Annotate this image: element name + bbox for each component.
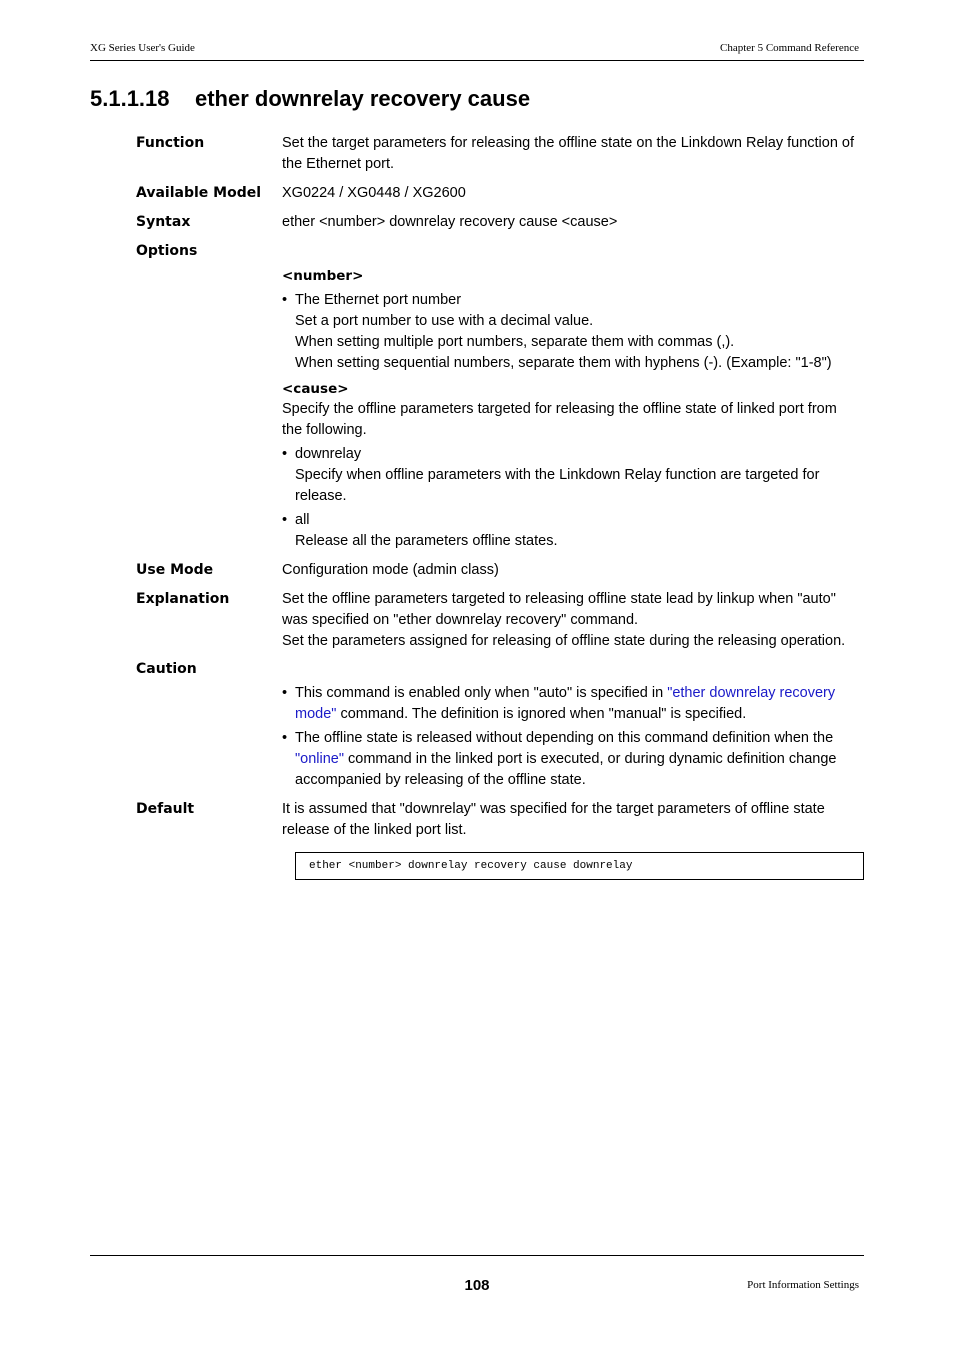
bullet-icon: • (282, 292, 288, 308)
option-number-heading: <number> (282, 268, 364, 284)
bullet-icon: • (282, 685, 288, 701)
running-header-right: Chapter 5 Command Reference (720, 42, 859, 54)
explanation-label: Explanation (136, 591, 230, 607)
header-rule (90, 60, 864, 61)
function-label: Function (136, 135, 205, 151)
default-code: ether <number> downrelay recovery cause downrelay (309, 860, 633, 872)
use-mode-text: Configuration mode (admin class) (282, 562, 499, 578)
default-label: Default (136, 801, 195, 817)
option-cause-all: • all Release all the parameters offline states. (282, 512, 558, 549)
section-title-text: ether downrelay recovery cause (195, 86, 531, 111)
option-cause-heading: <cause> (282, 381, 349, 397)
caution-item-online: • The offline state is released without depending on this command definition when the "online" command in the linked port is executed, or during dynamic definition change accompanied by releasing of the offline state. (282, 730, 837, 788)
model-text: XG0224 / XG0448 / XG2600 (282, 185, 466, 201)
option-cause-downrelay: • downrelay Specify when offline parameters with the Linkdown Relay function are targeted for release. (282, 446, 820, 504)
running-footer-right: Port Information Settings (747, 1279, 859, 1291)
bullet-icon: • (282, 512, 288, 528)
caution-label: Caution (136, 661, 197, 677)
page-number: 108 (464, 1277, 490, 1294)
option-cause-intro: Specify the offline parameters targeted for releasing the offline state of linked port from the following. (282, 401, 837, 438)
default-text: It is assumed that "downrelay" was specified for the target parameters of offline state release of the linked port list. (282, 801, 825, 838)
options-label: Options (136, 243, 198, 259)
bullet-icon: • (282, 730, 288, 746)
caution-item-auto: • This command is enabled only when "auto" is specified in "ether downrelay recovery mode" command. The definition is ignored when "manual" is specified. (282, 685, 836, 722)
default-code-box (295, 852, 864, 880)
bullet-icon: • (282, 446, 288, 462)
ether-downrelay-recovery-mode-link[interactable]: "ether downrelay recovery (667, 685, 836, 701)
section-title (90, 86, 530, 112)
option-number-item: • The Ethernet port number Set a port number to use with a decimal value. When setting multiple port numbers, separate them with commas (,). When setting sequential numbers, separate them with hyphens (-). (Example: "1-8") (282, 292, 832, 371)
running-header-left: XG Series User's Guide (90, 42, 195, 54)
use-mode-label: Use Mode (136, 562, 214, 578)
ether-downrelay-recovery-mode-link-cont[interactable]: mode" (295, 706, 337, 722)
explanation-text: Set the offline parameters targeted to releasing offline state lead by linkup when "auto" was specified on "ether downrelay recovery" command. Set the parameters assigned for releasing of offline state during the releasing operation. (282, 591, 846, 649)
syntax-label: Syntax (136, 214, 191, 230)
footer-rule (90, 1255, 864, 1256)
section-number: 5.1.1.18 (90, 86, 170, 111)
model-label: Available Model (136, 185, 262, 201)
function-text: Set the target parameters for releasing the offline state on the Linkdown Relay function of the Ethernet port. (282, 135, 855, 172)
online-link[interactable]: "online" (295, 751, 344, 767)
syntax-text: ether <number> downrelay recovery cause <cause> (282, 214, 618, 230)
